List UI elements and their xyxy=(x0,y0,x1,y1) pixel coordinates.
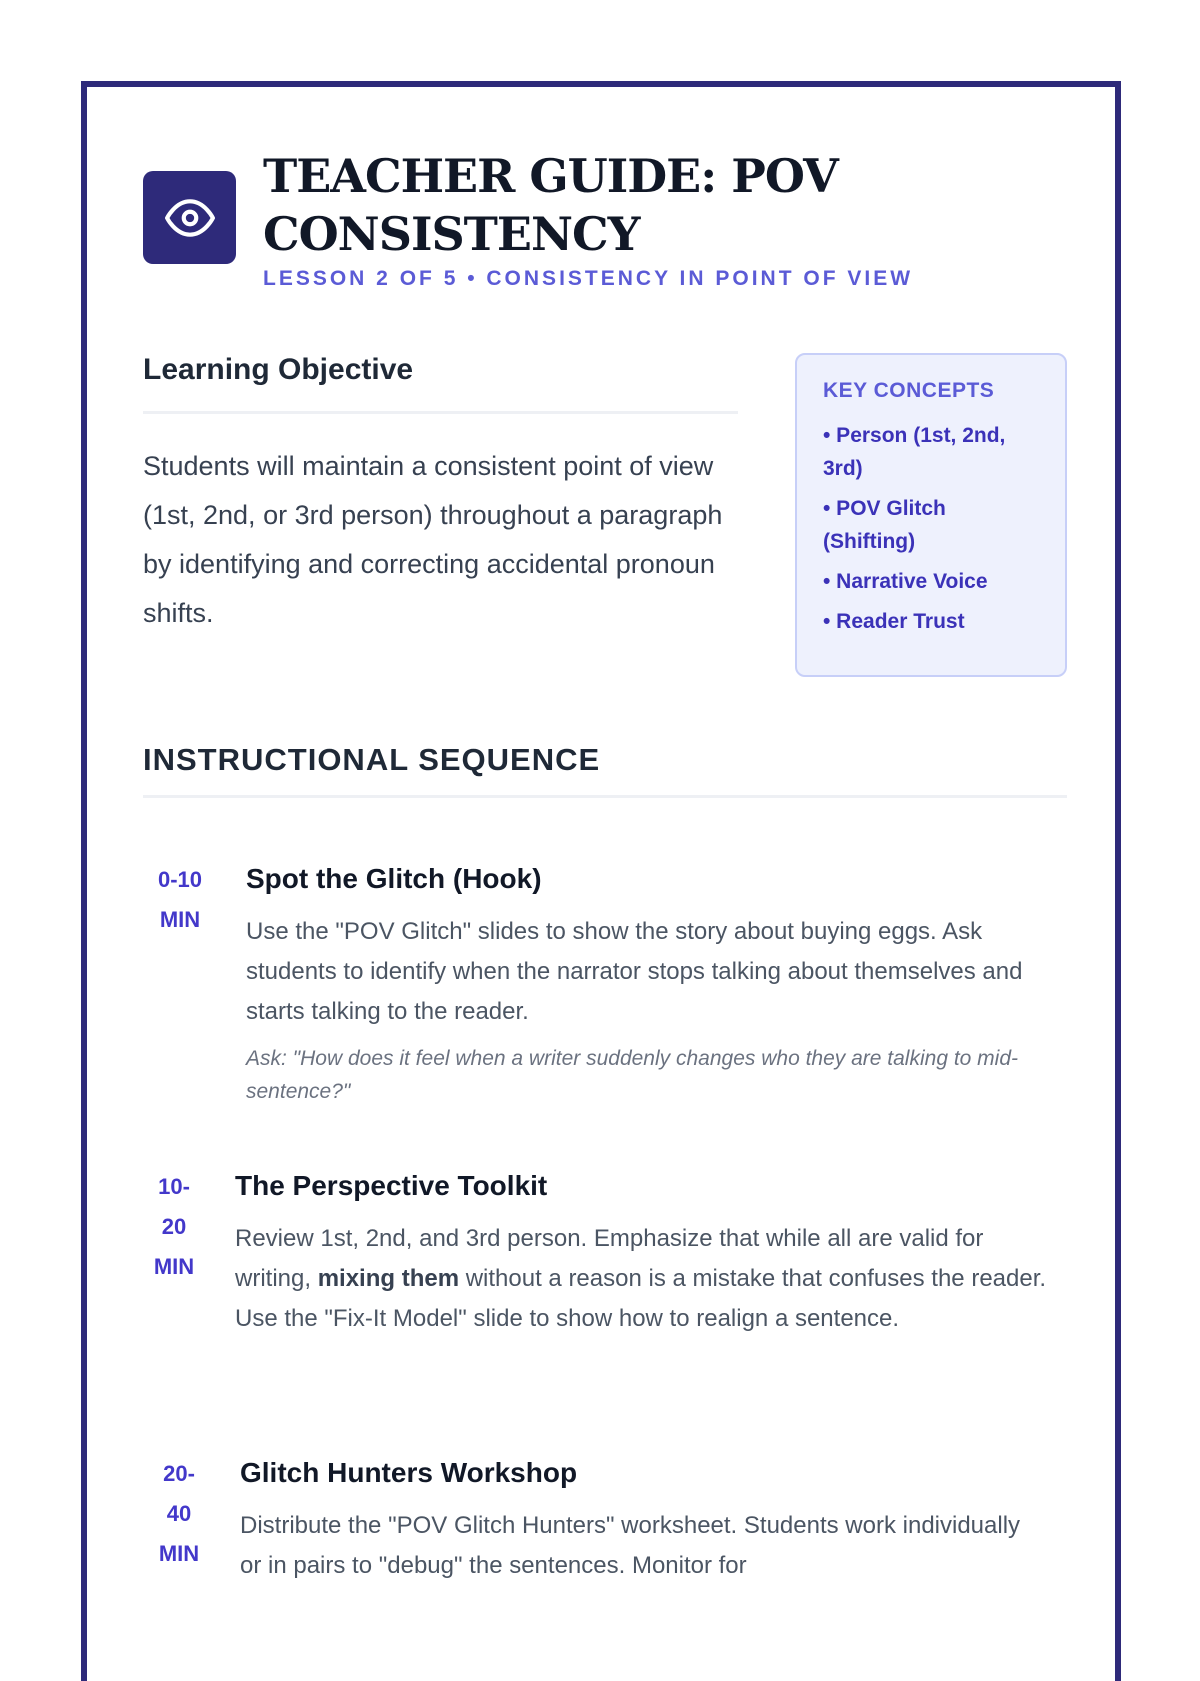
logo-badge xyxy=(143,171,236,264)
step-body xyxy=(240,1454,1040,1586)
step-time xyxy=(143,860,217,940)
learning-objective-text: Students will maintain a consistent point of view (1st, 2nd, or 3rd person) throughout a paragraph by identifying and correcting accidental pronoun shifts. xyxy=(143,451,723,628)
step-time-range: 20 xyxy=(161,1214,187,1239)
step-title: Spot the Glitch (Hook) xyxy=(246,863,542,894)
learning-objective-section xyxy=(143,352,738,638)
step-time-range: 40 xyxy=(166,1501,192,1526)
step-time xyxy=(143,1167,205,1287)
step-time-range: 10- xyxy=(158,1174,190,1199)
step-time xyxy=(143,1454,215,1574)
step-text: Distribute the "POV Glitch Hunters" worksheet. Students work individually or in pairs to "debug" the sentences. Monitor for xyxy=(240,1512,1021,1579)
step-note: Ask: "How does it feel when a writer suddenly changes who they are talking to mid-sentence?" xyxy=(246,1047,1019,1103)
step-time-unit: MIN xyxy=(159,907,201,932)
key-concept-item: • Person (1st, 2nd, 3rd) xyxy=(823,424,1006,480)
eye-icon xyxy=(165,193,215,243)
key-concept-item: • Narrative Voice xyxy=(823,570,988,593)
learning-objective-heading: Learning Objective xyxy=(143,353,414,386)
step-body xyxy=(246,860,1046,1108)
step-title: The Perspective Toolkit xyxy=(235,1170,548,1201)
step-time-unit: MIN xyxy=(153,1254,195,1279)
key-concepts-heading: KEY CONCEPTS xyxy=(823,379,995,402)
step-title: Glitch Hunters Workshop xyxy=(240,1457,578,1488)
step-text xyxy=(235,1219,1047,1339)
step-time-unit: MIN xyxy=(158,1541,200,1566)
step-text-part: without a reason is a mistake that confuses the reader. Use the "Fix-It Model" slide to show how to realign a sentence. xyxy=(235,1265,1047,1332)
instructional-sequence-heading: INSTRUCTIONAL SEQUENCE xyxy=(143,742,601,777)
step-time-range: 20- xyxy=(163,1461,195,1486)
key-concepts-box xyxy=(795,353,1067,677)
step-time-range: 0-10 xyxy=(157,867,203,892)
key-concept-item: • Reader Trust xyxy=(823,610,965,633)
step-text-emphasis: mixing them xyxy=(317,1265,460,1292)
step-text-part: Review 1st, 2nd, and 3rd person. Emphasize that while all are valid for writing, xyxy=(235,1225,984,1292)
step-body xyxy=(235,1167,1047,1339)
lesson-subtitle: LESSON 2 OF 5 • CONSISTENCY IN POINT OF VIEW xyxy=(263,267,914,290)
teacher-guide-page xyxy=(81,81,1121,1681)
key-concept-item: • POV Glitch (Shifting) xyxy=(823,497,946,553)
step-text: Use the "POV Glitch" slides to show the story about buying eggs. Ask students to identify when the narrator stops talking about themselves and starts talking to the reader. xyxy=(246,918,1023,1025)
instructional-sequence-section xyxy=(143,742,1067,1579)
page-title: TEACHER GUIDE: POV CONSISTENCY xyxy=(263,149,838,261)
divider xyxy=(143,411,738,414)
divider xyxy=(143,795,1067,798)
